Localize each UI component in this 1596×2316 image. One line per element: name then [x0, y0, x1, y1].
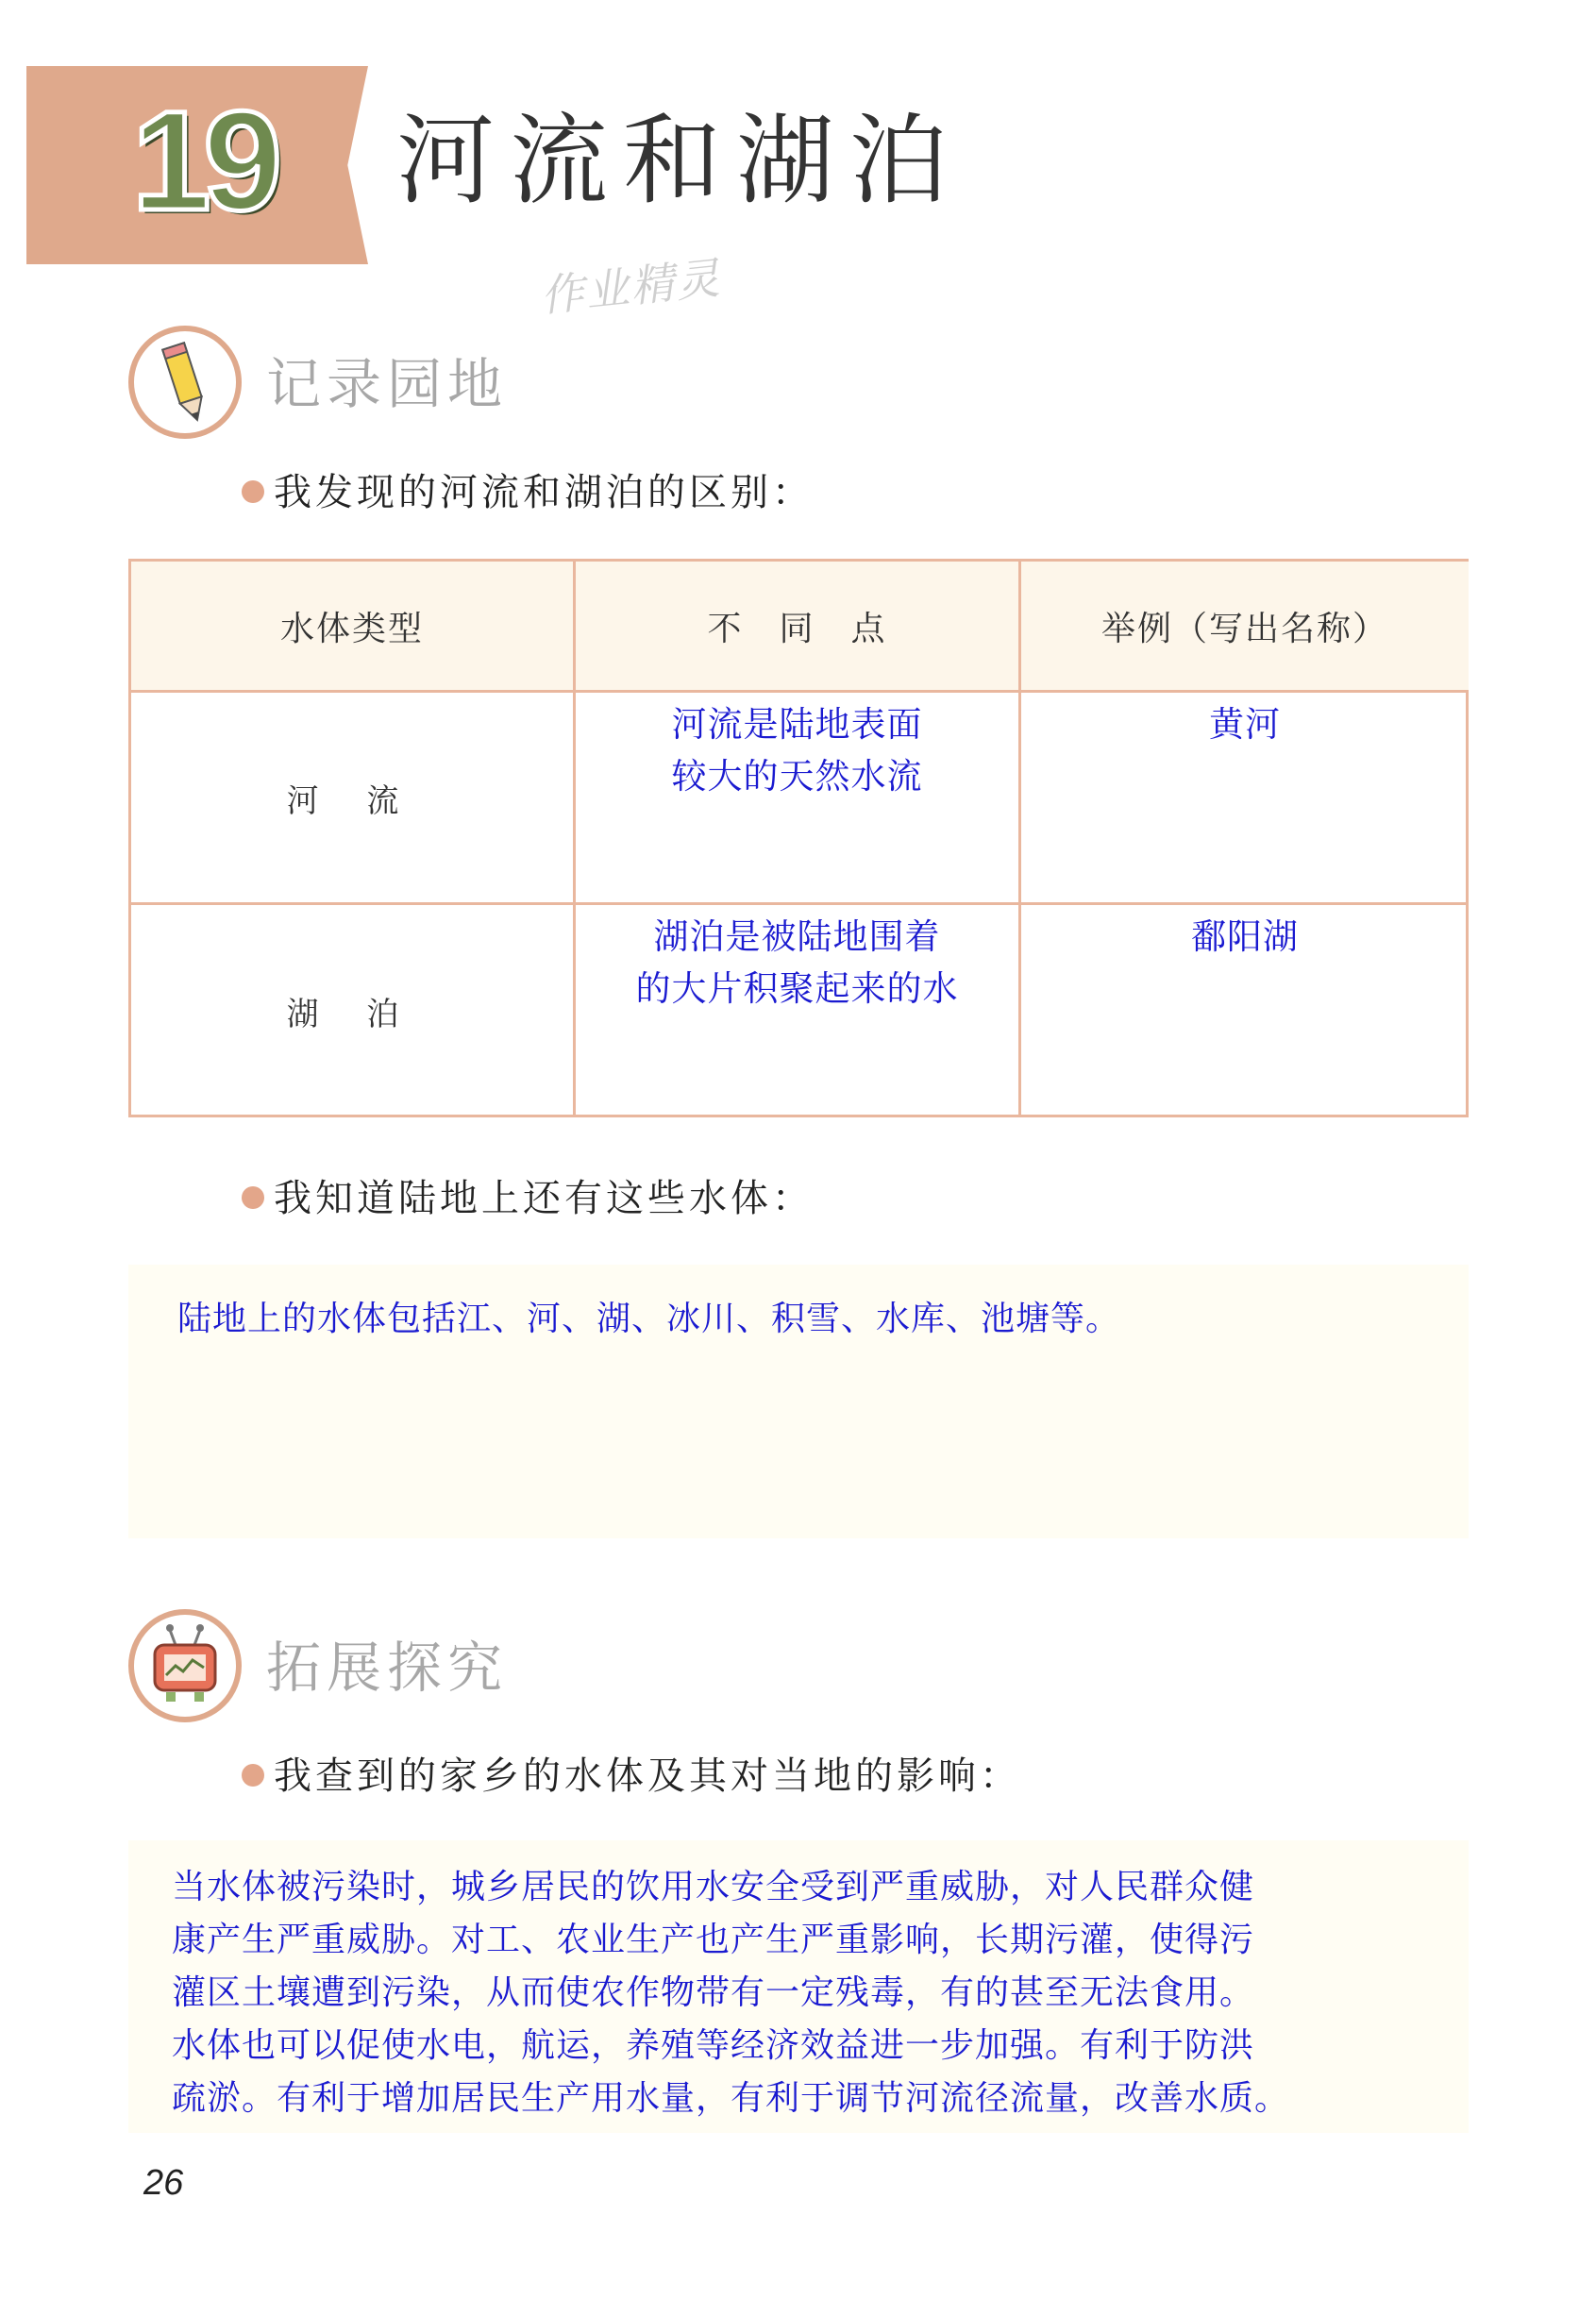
page-number: 26	[143, 2163, 184, 2203]
bullet-dot	[242, 1764, 264, 1787]
prompt-differences: 我发现的河流和湖泊的区别：	[242, 474, 814, 512]
prompt-other-water-bodies: 我知道陆地上还有这些水体：	[242, 1180, 814, 1217]
lesson-title: 河流和湖泊	[396, 103, 964, 218]
row-difference-river: 河流是陆地表面 较大的天然水流	[576, 693, 1021, 905]
row-example-river: 黄河	[1021, 693, 1469, 905]
section-title-explore: 拓展探究	[266, 1636, 509, 1700]
answer-line: 灌区土壤遭到污染，从而使农作物带有一定残毒，有的甚至无法食用。	[172, 1973, 1255, 2012]
answer-hometown-impact	[172, 1861, 1289, 2125]
row-type-lake: 湖 泊	[131, 905, 576, 1117]
answer-box-hometown	[128, 1840, 1469, 2133]
pencil-icon	[128, 326, 242, 439]
answer-water-bodies: 陆地上的水体包括江、河、湖、冰川、积雪、水库、池塘等。	[177, 1300, 1121, 1338]
row-type-river: 河 流	[131, 693, 576, 905]
row-difference-lake: 湖泊是被陆地围着 的大片积聚起来的水	[576, 905, 1021, 1117]
table-header-type: 水体类型	[131, 562, 576, 693]
section-title-record: 记录园地	[266, 352, 509, 416]
bullet-dot	[242, 480, 264, 503]
answer-line: 康产生严重威胁。对工、农业生产也产生严重影响，长期污灌，使得污	[172, 1921, 1255, 1959]
answer-line: 水体也可以促使水电，航运，养殖等经济效益进一步加强。有利于防洪	[172, 2026, 1255, 2065]
table-header-example: 举例（写出名称）	[1021, 562, 1469, 693]
robot-tv-icon	[128, 1609, 242, 1722]
row-example-lake: 鄱阳湖	[1191, 916, 1299, 957]
answer-box-water-bodies	[128, 1265, 1469, 1538]
answer-line: 疏淤。有利于增加居民生产用水量，有利于调节河流径流量，改善水质。	[172, 2079, 1290, 2118]
differences-table	[128, 559, 1469, 1117]
answer-line: 当水体被污染时，城乡居民的饮用水安全受到严重威胁，对人民群众健	[172, 1868, 1255, 1906]
table-header-difference: 不 同 点	[576, 562, 1021, 693]
lesson-number: 19	[132, 81, 275, 240]
watermark: 作业精灵	[538, 252, 724, 322]
prompt-hometown-water: 我查到的家乡的水体及其对当地的影响：	[242, 1757, 1021, 1795]
bullet-dot	[242, 1186, 264, 1209]
